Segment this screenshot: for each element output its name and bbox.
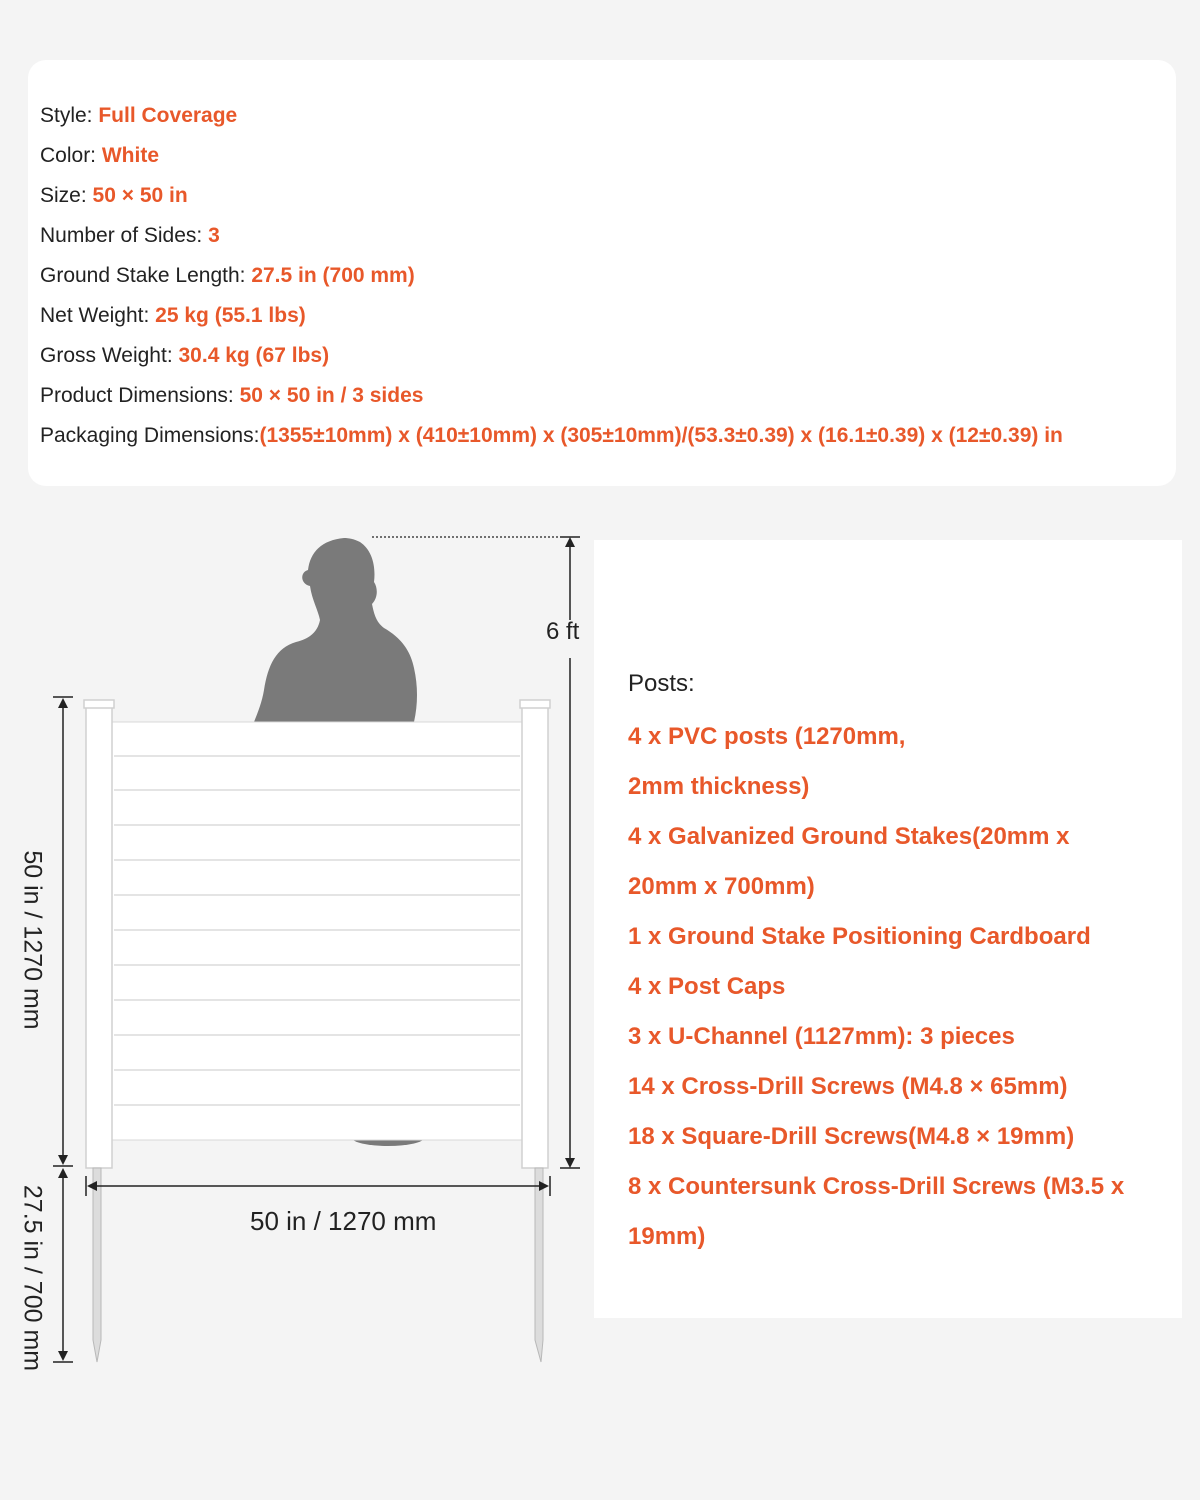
right-ground-stake [535, 1168, 543, 1362]
spec-ground-stake-length [40, 256, 1063, 296]
spec-label: Gross Weight: [40, 344, 179, 367]
right-post-cap [520, 700, 550, 708]
spec-value: White [101, 144, 160, 167]
spec-label: Size: [40, 184, 93, 207]
parts-title: Posts: [628, 670, 695, 697]
parts-line: 4 x Post Caps [628, 973, 786, 1000]
spec-list [40, 96, 1063, 456]
spec-label: Net Weight: [40, 304, 156, 327]
spec-value: 30.4 kg (67 lbs) [178, 344, 330, 367]
spec-label: Packaging Dimensions: [40, 424, 260, 447]
diagram-drawing [0, 490, 600, 1500]
package-contents-card [594, 540, 1182, 1318]
spec-net-weight [40, 296, 1063, 336]
parts-list [628, 712, 1124, 1262]
spec-value: Full Coverage [98, 104, 238, 127]
spec-value: 25 kg (55.1 lbs) [155, 304, 306, 327]
parts-line: 14 x Cross-Drill Screws (M4.8 × 65mm) [628, 1073, 1068, 1100]
fence-panel [84, 700, 550, 1362]
parts-line: 3 x U-Channel (1127mm): 3 pieces [628, 1023, 1015, 1050]
spec-value: (1355±10mm) x (410±10mm) x (305±10mm)/(53.3±0.39) x (16.1±0.39) x (12±0.39) in [259, 424, 1063, 447]
spec-label: Color: [40, 144, 102, 167]
left-ground-stake [93, 1168, 101, 1362]
spec-color [40, 136, 1063, 176]
stake-length-dimension [53, 1168, 73, 1362]
fence-dimension-diagram [0, 490, 600, 1500]
spec-product-dimensions [40, 376, 1063, 416]
parts-line: 1 x Ground Stake Positioning Cardboard [628, 923, 1091, 950]
parts-line: 18 x Square-Drill Screws(M4.8 × 19mm) [628, 1123, 1075, 1150]
spec-value: 50 × 50 in / 3 sides [239, 384, 424, 407]
spec-value: 3 [208, 224, 220, 247]
spec-number-of-sides [40, 216, 1063, 256]
panel-width-dimension [86, 1176, 550, 1196]
panel-width-label: 50 in / 1270 mm [250, 1206, 437, 1236]
spec-label: Number of Sides: [40, 224, 209, 247]
spec-size [40, 176, 1063, 216]
spec-label: Ground Stake Length: [40, 264, 252, 287]
spec-value: 50 × 50 in [92, 184, 188, 207]
parts-line: 8 x Countersunk Cross-Drill Screws (M3.5 x [628, 1173, 1125, 1200]
parts-line: 2mm thickness) [628, 773, 810, 800]
spec-gross-weight [40, 336, 1063, 376]
spec-style [40, 96, 1063, 136]
panel-height-label: 50 in / 1270 mm [18, 850, 47, 1030]
panel-height-dimension [53, 697, 73, 1166]
spec-packaging-dimensions [40, 416, 1063, 456]
spec-label: Style: [40, 104, 99, 127]
spec-label: Product Dimensions: [40, 384, 240, 407]
left-post [86, 704, 112, 1168]
parts-line: 4 x Galvanized Ground Stakes(20mm x [628, 823, 1070, 850]
parts-line: 19mm) [628, 1223, 706, 1250]
parts-line: 4 x PVC posts (1270mm, [628, 723, 906, 750]
left-post-cap [84, 700, 114, 708]
right-post [522, 704, 548, 1168]
spec-value: 27.5 in (700 mm) [251, 264, 415, 287]
stake-length-label: 27.5 in / 700 mm [18, 1184, 47, 1372]
specifications-card [28, 60, 1176, 486]
parts-line: 20mm x 700mm) [628, 873, 815, 900]
person-height-label: 6 ft [546, 618, 580, 645]
